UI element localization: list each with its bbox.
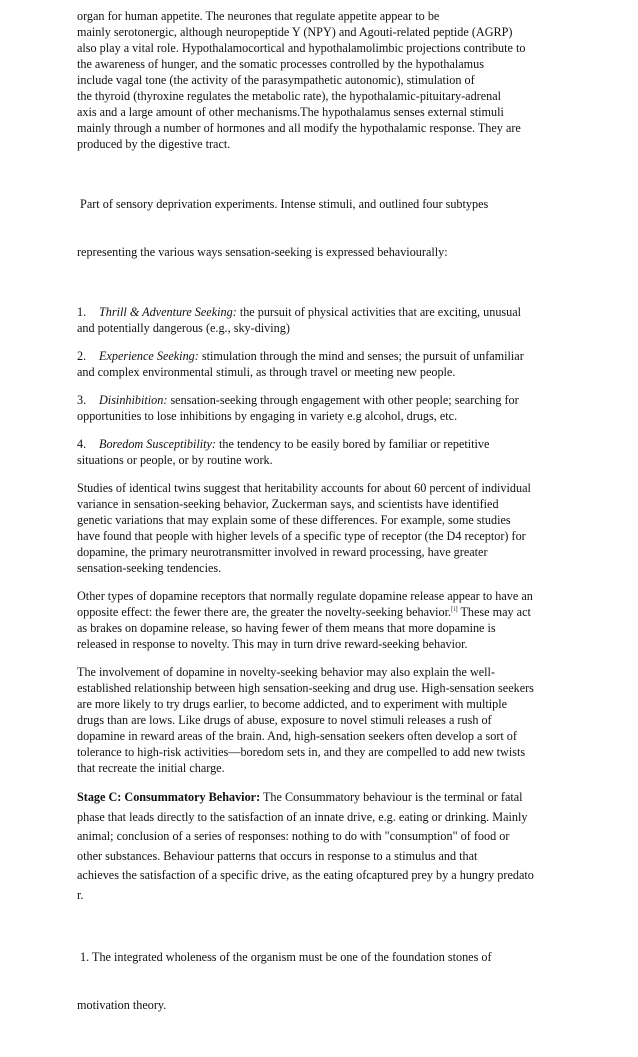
list-item-thrill-adventure <box>77 304 557 336</box>
text-line: include vagal tone (the activity of the parasympathetic autonomic), stimulation of <box>77 73 475 87</box>
list-number: 4. <box>77 437 87 451</box>
text-line: established relationship between high sensation-seeking and drug use. High-sensation seekers <box>77 681 534 695</box>
text-line: achieves the satisfaction of a specific drive, as the eating ofcaptured prey by a hungry predato <box>77 868 534 882</box>
paragraph-dopamine-drug-use <box>77 664 557 776</box>
text-line: other substances. Behaviour patterns that occurs in response to a stimulus and that <box>77 848 478 863</box>
text-line: sensation-seeking tendencies. <box>77 561 222 575</box>
paragraph-dopamine-receptors <box>77 588 557 652</box>
text-line: produced by the digestive tract. <box>77 137 231 151</box>
text-line: tolerance to high-risk activities—boredom sets in, and they are compelled to add new twists <box>77 745 526 759</box>
text-line: also play a vital role. Hypothalamocortical and hypothalamolimbic projections contribute to <box>77 41 526 55</box>
paragraph-hypothalamus <box>77 8 557 152</box>
text-line: dopamine in reward areas of the brain. And, high-sensation seekers often develop a sort of <box>77 729 517 743</box>
text-line: are more likely to try drugs earlier, to become addicted, and to experiment with multiple <box>77 697 507 711</box>
text-line: drugs than are lows. Like drugs of abuse, exposure to novel stimuli releases a rush of <box>77 713 492 727</box>
footnote-link[interactable]: [i] <box>451 604 458 613</box>
list-number: 3. <box>77 393 87 407</box>
text-line: situations or people, or by routine work. <box>77 453 273 467</box>
text-line: 1. The integrated wholeness of the organism must be one of the foundation stones of <box>77 950 492 964</box>
text-line: that recreate the initial charge. <box>77 761 225 775</box>
text-line: axis and a large amount of other mechanisms.The hypothalamus senses external stimuli <box>77 105 504 119</box>
text-segment: These may act <box>457 605 531 619</box>
list-item-title: Experience Seeking: <box>99 349 199 363</box>
text-line: motivation theory. <box>77 998 167 1012</box>
list-item-title: Thrill & Adventure Seeking: <box>99 305 237 319</box>
paragraph-twin-studies <box>77 480 557 576</box>
text-line: as brakes on dopamine release, so having fewer of them means that more dopamine is <box>77 621 496 635</box>
list-item-experience-seeking <box>77 348 557 380</box>
list-number: 1. <box>77 305 87 319</box>
text-line: mainly serotonergic, although neuropeptide Y (NPY) and Agouti-related peptide (AGRP) <box>77 25 513 39</box>
text-segment: opposite effect: the fewer there are, the greater the novelty-seeking behavior. <box>77 605 452 619</box>
list-item-text: stimulation through the mind and senses; the pursuit of unfamiliar <box>198 349 524 363</box>
text-line: organ for human appetite. The neurones that regulate appetite appear to be <box>77 9 440 23</box>
text-line: mainly through a number of hormones and all modify the hypothalamic response. They are <box>77 121 521 135</box>
document-page <box>77 8 557 1057</box>
text-line: dopamine, the primary neurotransmitter involved in reward processing, have greater <box>77 545 488 559</box>
text-line: Studies of identical twins suggest that heritability accounts for about 60 percent of individual <box>77 481 531 495</box>
text-line: The involvement of dopamine in novelty-seeking behavior may also explain the well- <box>77 665 495 679</box>
text-line: Part of sensory deprivation experiments. Intense stimuli, and outlined four subtypes <box>77 197 489 211</box>
paragraph-motivation-theory <box>77 917 557 1045</box>
text-line: released in response to novelty. This may in turn drive reward-seeking behavior. <box>77 637 468 651</box>
list-item-text: the tendency to be easily bored by familiar or repetitive <box>216 437 490 451</box>
list-item-boredom-susceptibility <box>77 436 557 468</box>
text-line: opportunities to lose inhibitions by engaging in variety e.g alcohol, drugs, etc. <box>77 409 458 423</box>
text-line: and potentially dangerous (e.g., sky-diving) <box>77 321 290 335</box>
text-line: the thyroid (thyroxine regulates the metabolic rate), the hypothalamic-pituitary-adrenal <box>77 89 502 103</box>
text-line: have found that people with higher levels of a specific type of receptor (the D4 receptor) for <box>77 529 526 543</box>
text-line: variance in sensation-seeking behavior, Zuckerman says, and scientists have identified <box>77 497 499 511</box>
list-item-title: Disinhibition: <box>99 393 168 407</box>
text-line: representing the various ways sensation-seeking is expressed behaviourally: <box>77 245 448 259</box>
text-line: phase that leads directly to the satisfaction of an innate drive, e.g. eating or drinking. Mainly <box>77 809 528 824</box>
text-line: animal; conclusion of a series of responses: nothing to do with "consumption" of food or <box>77 829 510 843</box>
list-item-text: sensation-seeking through engagement with other people; searching for <box>167 393 519 407</box>
text-line: Other types of dopamine receptors that normally regulate dopamine release appear to have an <box>77 589 533 603</box>
list-number: 2. <box>77 349 87 363</box>
text-line: the awareness of hunger, and the somatic processes controlled by the hypothalamus <box>77 57 484 71</box>
section-heading: Stage C: Consummatory Behavior: <box>77 790 261 804</box>
paragraph-stage-c <box>77 788 557 905</box>
list-item-disinhibition <box>77 392 557 424</box>
list-item-title: Boredom Susceptibility: <box>99 437 216 451</box>
text-line: r. <box>77 887 84 902</box>
text-segment: The Consummatory behaviour is the terminal or fatal <box>260 790 523 804</box>
list-item-text: the pursuit of physical activities that are exciting, unusual <box>236 305 522 319</box>
text-line: genetic variations that may explain some of these differences. For example, some studies <box>77 513 511 527</box>
text-line: and complex environmental stimuli, as through travel or meeting new people. <box>77 365 456 379</box>
paragraph-sensory-deprivation <box>77 164 557 292</box>
